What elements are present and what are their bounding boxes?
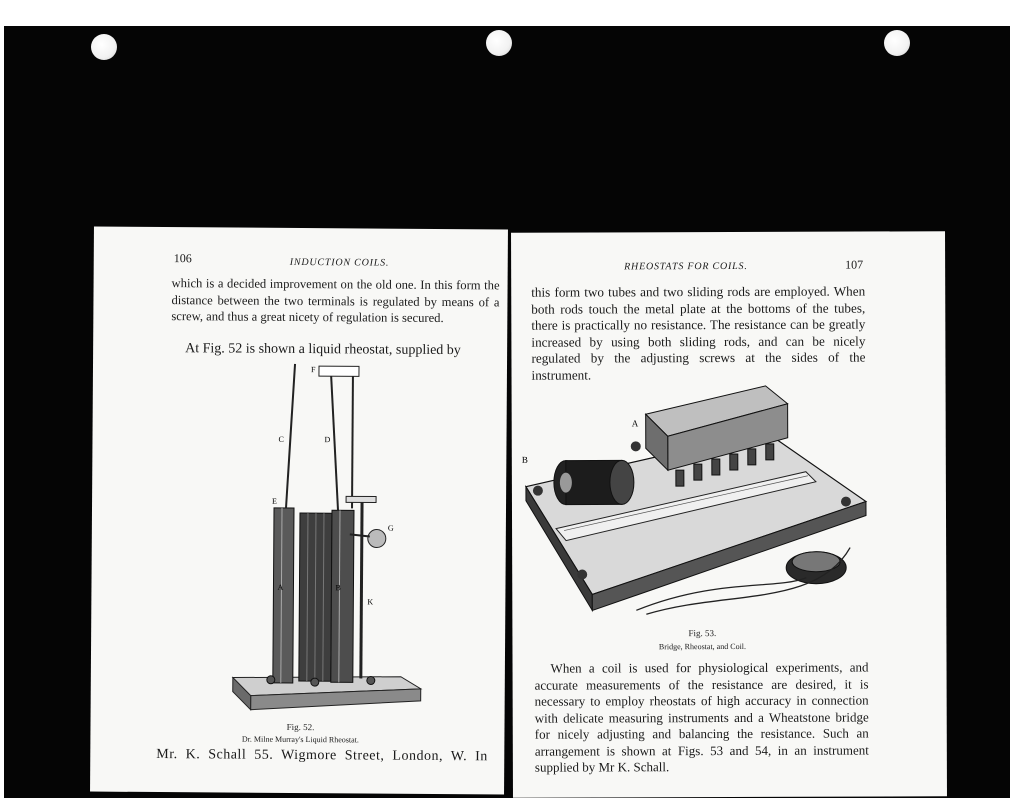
right-running-head-text: RHEOSTATS FOR COILS. xyxy=(624,260,748,273)
fig52-label-a: A xyxy=(277,582,284,592)
fig52-liquid-rheostat-illustration xyxy=(211,357,444,719)
fig53-label-b: B xyxy=(521,454,528,465)
pushpin-left xyxy=(91,34,117,60)
right-page xyxy=(511,231,947,798)
fig53-caption: Bridge, Rheostat, and Coil. xyxy=(658,641,747,652)
left-page xyxy=(90,227,508,795)
fig52-label-f: F xyxy=(310,365,316,375)
fig52-label-c: C xyxy=(278,434,284,444)
pushpin-right xyxy=(884,30,910,56)
fig52-label-g: G xyxy=(387,523,394,533)
fig52-caption: Dr. Milne Murray's Liquid Rheostat. xyxy=(241,734,359,745)
left-paragraph-2: At Fig. 52 is shown a liquid rheostat, supplied by xyxy=(185,341,461,359)
left-footer: Mr. K. Schall 55. Wigmore Street, London, W. In xyxy=(156,747,488,765)
right-running-head xyxy=(624,258,748,273)
fig52-label-d: D xyxy=(324,435,331,445)
fig53-bridge-rheostat-coil-illustration xyxy=(516,377,877,628)
pushpin-center xyxy=(486,30,512,56)
fig53-label-a: A xyxy=(631,418,639,429)
fig52-label-b: B xyxy=(335,583,341,593)
right-paragraph-2: When a coil is used for physiological experiments, and accurate measurements of the resistance are desired, it is necessary to employ rheostats of high accuracy in connection with delicate measuring instruments and a Wheatstone bridge for nicely adjusting and balancing the resistance. Such an arrangement is shown at Figs. 53 and 54, in an instrument supplied by Mr K. Schall. xyxy=(534,659,869,775)
fig53-number: Fig. 53. xyxy=(688,628,717,639)
left-running-head xyxy=(290,254,390,270)
left-running-head-text: INDUCTION COILS. xyxy=(289,256,390,269)
left-paragraph-1: which is a decided improvement on the old one. In this form the distance between the two terminals is regulated by means of a screw, and thus a great nicety of regulation is secured. xyxy=(171,276,500,326)
right-page-number: 107 xyxy=(845,257,864,272)
right-paragraph-1: this form two tubes and two sliding rods are employed. When both rods touch the metal plate at the bottoms of the tubes, there is practically no resistance. The resistance can be greatly increased by using both sliding rods, and can be nicely regulated by the adjusting screws at the sides of the instrument. xyxy=(531,283,866,383)
fig52-number: Fig. 52. xyxy=(286,721,315,733)
fig52-label-k: K xyxy=(367,597,374,607)
fig52-label-e: E xyxy=(272,496,277,506)
left-page-number: 106 xyxy=(173,251,192,266)
